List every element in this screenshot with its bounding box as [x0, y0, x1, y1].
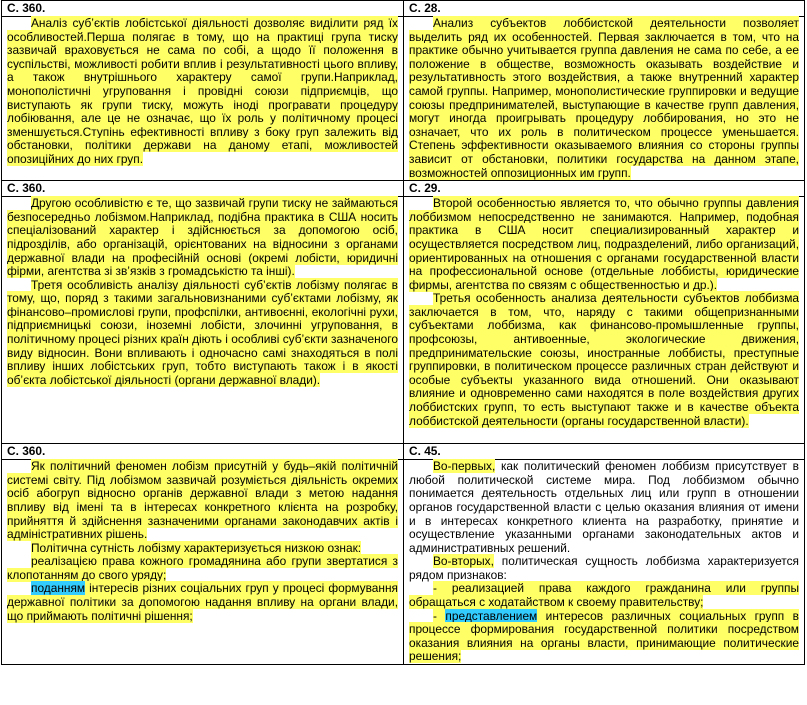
right-paragraph: Третья особенность анализа деятельности субъектов лоббизма заключается в том, что, наряду с такими общепризнанными субъектами лоббизма, как финансово-промышленные группы, профсоюзы, антивоенные, экологические движения, предпринимательские союзы, иностранные лоббисты, преступные группировки, в политическом процессе различных стран действуют и особые субъекты указанного вида отношений. Они оказывают влияние и одновременно сами находятся в поле воздействия других лоббистских групп, то есть выступают также и в качестве объекта лоббистской деятельности (органы государственной власти).: [409, 291, 799, 428]
comparison-table: [1, 0, 805, 665]
header-row: [2, 444, 805, 460]
left-page-ref: С. 360.: [2, 181, 404, 197]
right-paragraph: Анализ субъектов лоббистской деятельности позволяет выделить ряд их особенностей. Первая заключается в том, что на практике обычно учитывается группа давления не сама по себе, а ее положение в обществе, возможность оказывать воздействие и результативность этого воздействия, а также внутренний характер самой группы. Например, монополистические группировки и ведущие союзы предпринимателей, выступающие в качестве групп давления, могут иногда проигрывать процедуру лоббирования, но это не означает, что их роль в политическом процессе уменьшается. Степень эффективности оказываемого влияния со стороны группы зависит от обстановки, политики государства на данном этапе, возможностей оппозиционных им групп.: [409, 16, 799, 180]
right-list-item: - реализацией права каждого гражданина или группы обращаться с ходатайством к своему правительству;: [409, 581, 799, 610]
right-paragraph: Второй особенностью является то, что обычно группы давления лоббизмом непосредственно не занимаются. Например, подобная практика в США носит специализированный характер и осуществляется посредством лиц, подразделений, либо организаций, ориентированных на отношения с органами государственной власти на профессиональной основе (отдельные лоббисты, юридические фирмы, агентства по связям с общественностью и др.).: [409, 196, 799, 292]
text-row: [2, 460, 805, 665]
highlighted-term: поданням: [31, 581, 86, 596]
left-paragraph: Другою особливістю є те, що зазвичай групи тиску не займаються безпосередньо лобізмом.Наприклад, подібна практика в США носить спеціалізований характер і здійснюється за допомогою осіб, підрозділів, або організацій, орієнтованих на відносини з органами державної влади на професійній основі (окремі лобісти, юридичні фірми, агентства зі зв’язків з громадськістю та інші).: [7, 196, 398, 279]
right-text-cell: [404, 17, 805, 181]
right-paragraph: Во-вторых, политическая сущность лоббизма характеризуется рядом признаков:: [409, 554, 799, 582]
left-paragraph: Третя особливість аналізу діяльності суб’єктів лобізму полягає в тому, що, поряд з такими загальновизнаними суб’єктами лобізму, як фінансово–промислові групи, профспілки, антивоєнні, екологічні рухи, підприємницькі союзи, іноземні лобісти, злочинні угруповання, в політичному процесі різних країн діють і особливі суб’єкти зазначеного виду відносин. Вони впливають і одночасно самі знаходяться в полі впливу інших лобістських груп, тобто виступають також і в якості об’єкта лобістської діяльності (органи державної влади).: [7, 277, 398, 387]
right-paragraph: Во-первых, как политический феномен лоббизм присутствует в любой политической системе мира. Под лоббизмом обычно понимается деятельность отдельных лиц или групп в отношении органов государственной власти с целью оказания влияния от имени и в интересах конкретного клиента на разработку, принятие и осуществление указанными органами законодательных актов и административных решений.: [409, 459, 799, 555]
header-row: [2, 181, 805, 197]
left-text-cell: [2, 17, 404, 181]
left-paragraph: поданням інтересів різних соціальних груп у процесі формування державної політики за допомогою надання впливу на органи влади, що приймають політичні рішення;: [7, 581, 398, 623]
left-page-ref: С. 360.: [2, 1, 404, 17]
left-paragraph: Аналіз суб’єктів лобістської діяльності дозволяє виділити ряд їх особливостей.Перша полягає в тому, що на практиці група тиску зазвичай враховується не сама по собі, а щодо її положення в суспільстві, можливості робити вплив і результативності цього впливу, а також внутрішнього характеру самої групи.Наприклад, монополістичні угруповання і провідні союзи підприємців, що виступають як групи тиску, можуть іноді програвати процедуру лобіювання, але це не означає, що їх роль у політичному процесі зменшується.Ступінь ефективності впливу з боку груп залежить від обстановки, політики держави на даному етапі, можливостей опозиційних до них груп.: [7, 16, 398, 166]
text-row: [2, 17, 805, 181]
right-text-cell: [404, 460, 805, 665]
right-text-cell: [404, 197, 805, 444]
text-row: [2, 197, 805, 444]
right-page-ref: С. 29.: [404, 181, 805, 197]
right-page-ref: С. 28.: [404, 1, 805, 17]
left-text-cell: [2, 197, 404, 444]
left-paragraph: Як політичний феномен лобізм присутній у будь–якій політичній системі світу. Під лобізмом зазвичай розуміється діяльність окремих осіб абогруп відносно органів державної влади з метою надання впливу від імені та в інтересах конкретного клієнта на розробку, прийняття й здійснення зазначеними органами законодавчих актів і адміністративних рішень.: [7, 459, 398, 542]
left-paragraph: реалізацією права кожного громадянина або групи звертатися з клопотанням до свого уряду;: [7, 554, 398, 582]
right-page-ref: С. 45.: [404, 444, 805, 460]
left-page-ref: С. 360.: [2, 444, 404, 460]
left-paragraph: Політична сутність лобізму характеризується низкою ознак:: [31, 540, 362, 555]
right-list-item: - представлением интересов различных социальных групп в процессе формирования государственной политики посредством оказания влияния на органы власти, принимающие политические решения;: [409, 608, 799, 664]
left-text-cell: [2, 460, 404, 665]
highlighted-term: представлением: [445, 608, 538, 623]
header-row: [2, 1, 805, 17]
